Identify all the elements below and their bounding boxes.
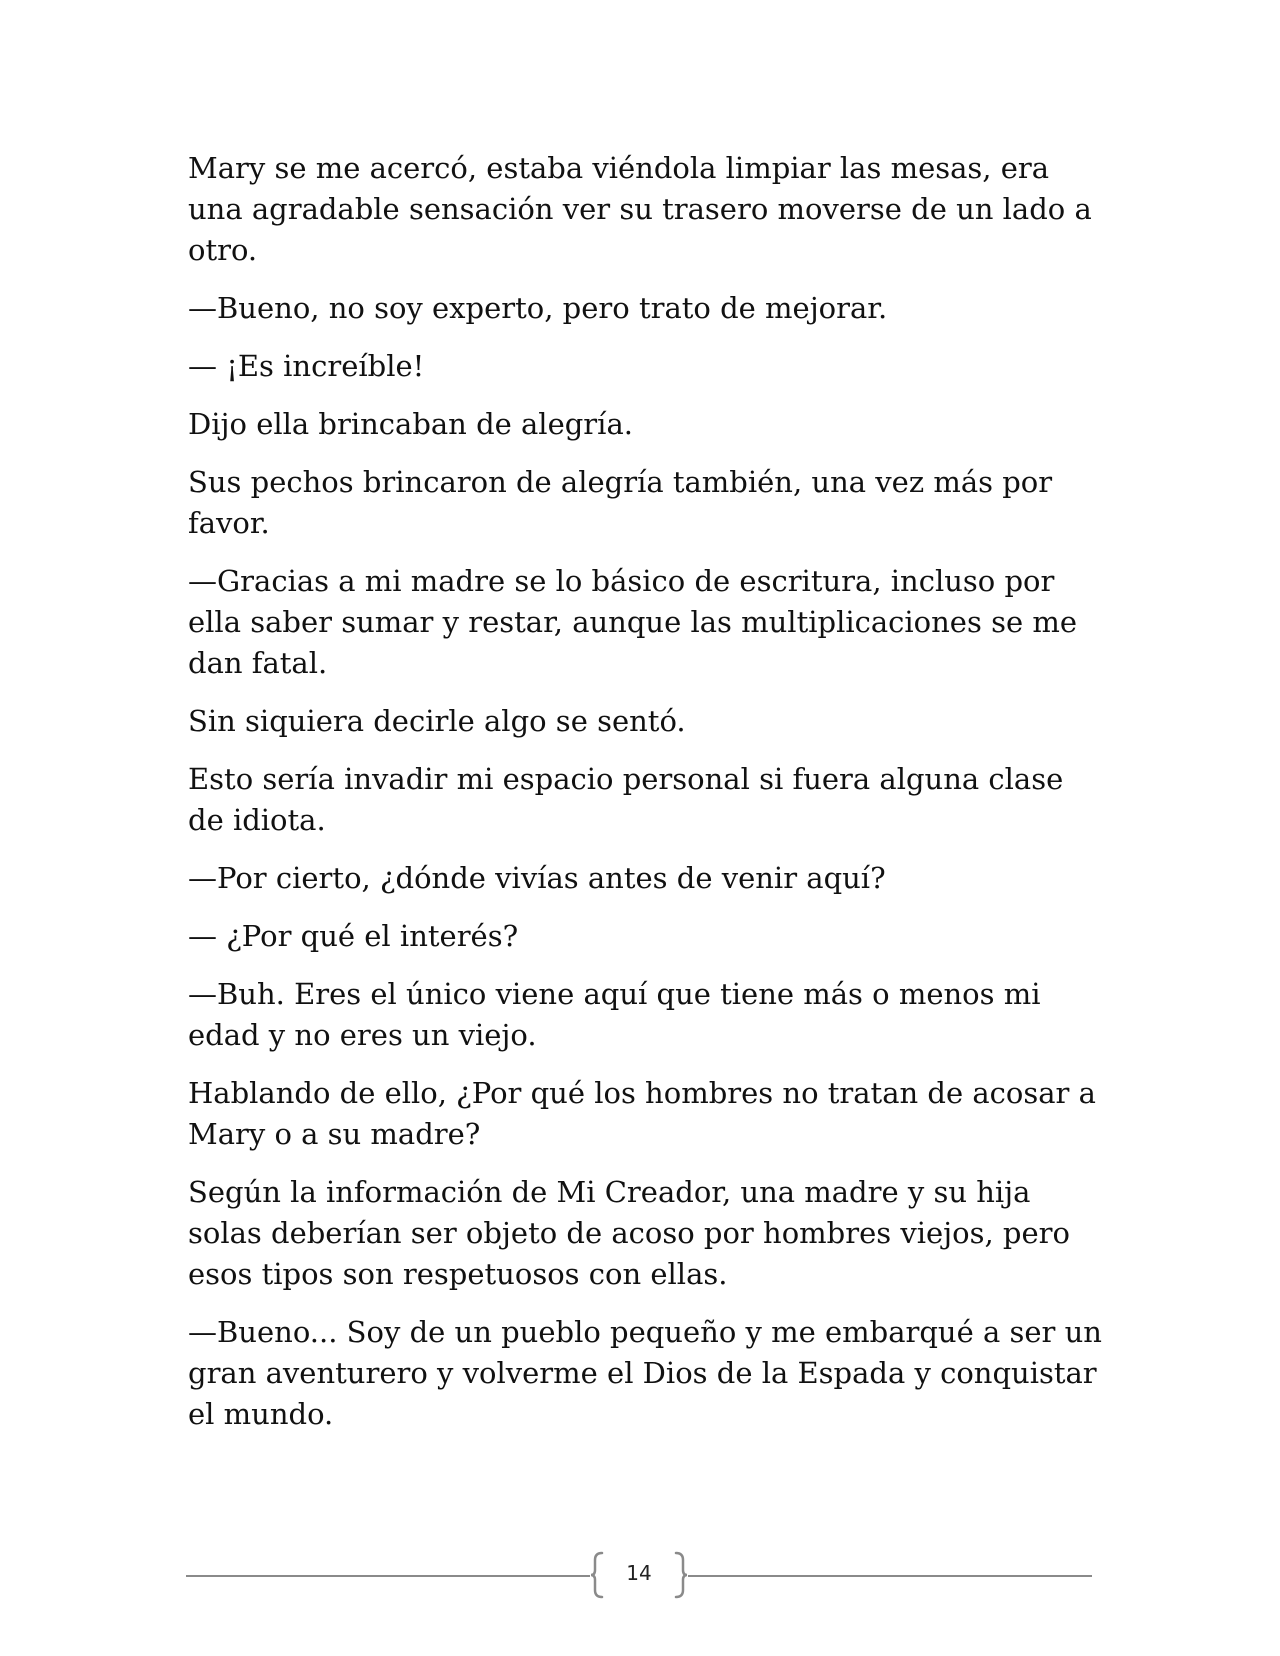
paragraph: — ¿Por qué el interés? — [188, 919, 519, 953]
paragraph: —Bueno... Soy de un pueblo pequeño y me embarqué a ser un gran aventurero y volverme el Dios de la Espada y conquistar el mundo. — [188, 1315, 1102, 1431]
paragraph: —Gracias a mi madre se lo básico de escritura, incluso por ella saber sumar y restar, aunque las multiplicaciones se me dan fatal. — [188, 564, 1077, 680]
paragraph: Sus pechos brincaron de alegría también, una vez más por favor. — [188, 465, 1053, 540]
right-brace-icon — [672, 1551, 688, 1599]
page-footer — [186, 1551, 1092, 1599]
paragraph: —Bueno, no soy experto, pero trato de mejorar. — [188, 291, 888, 325]
paragraph: Según la información de Mi Creador, una madre y su hija solas deberían ser objeto de acoso por hombres viejos, pero esos tipos son respetuosos con ellas. — [188, 1175, 1070, 1291]
paragraph: —Buh. Eres el único viene aquí que tiene más o menos mi edad y no eres un viejo. — [188, 977, 1041, 1052]
paragraph: Sin siquiera decirle algo se sentó. — [188, 704, 686, 738]
footer-rule-right — [688, 1575, 1092, 1577]
footer-rule-left — [186, 1575, 590, 1577]
paragraph: Hablando de ello, ¿Por qué los hombres no tratan de acosar a Mary o a su madre? — [188, 1076, 1096, 1151]
paragraph: Esto sería invadir mi espacio personal si fuera alguna clase de idiota. — [188, 762, 1064, 837]
paragraph: —Por cierto, ¿dónde vivías antes de venir aquí? — [188, 861, 886, 895]
page-body — [188, 148, 1108, 1452]
paragraph: Mary se me acercó, estaba viéndola limpiar las mesas, era una agradable sensación ver su trasero moverse de un lado a otro. — [188, 151, 1092, 267]
left-brace-icon — [590, 1551, 606, 1599]
paragraph: Dijo ella brincaban de alegría. — [188, 407, 633, 441]
paragraph: — ¡Es increíble! — [188, 349, 425, 383]
page-number: 14 — [626, 1561, 652, 1585]
